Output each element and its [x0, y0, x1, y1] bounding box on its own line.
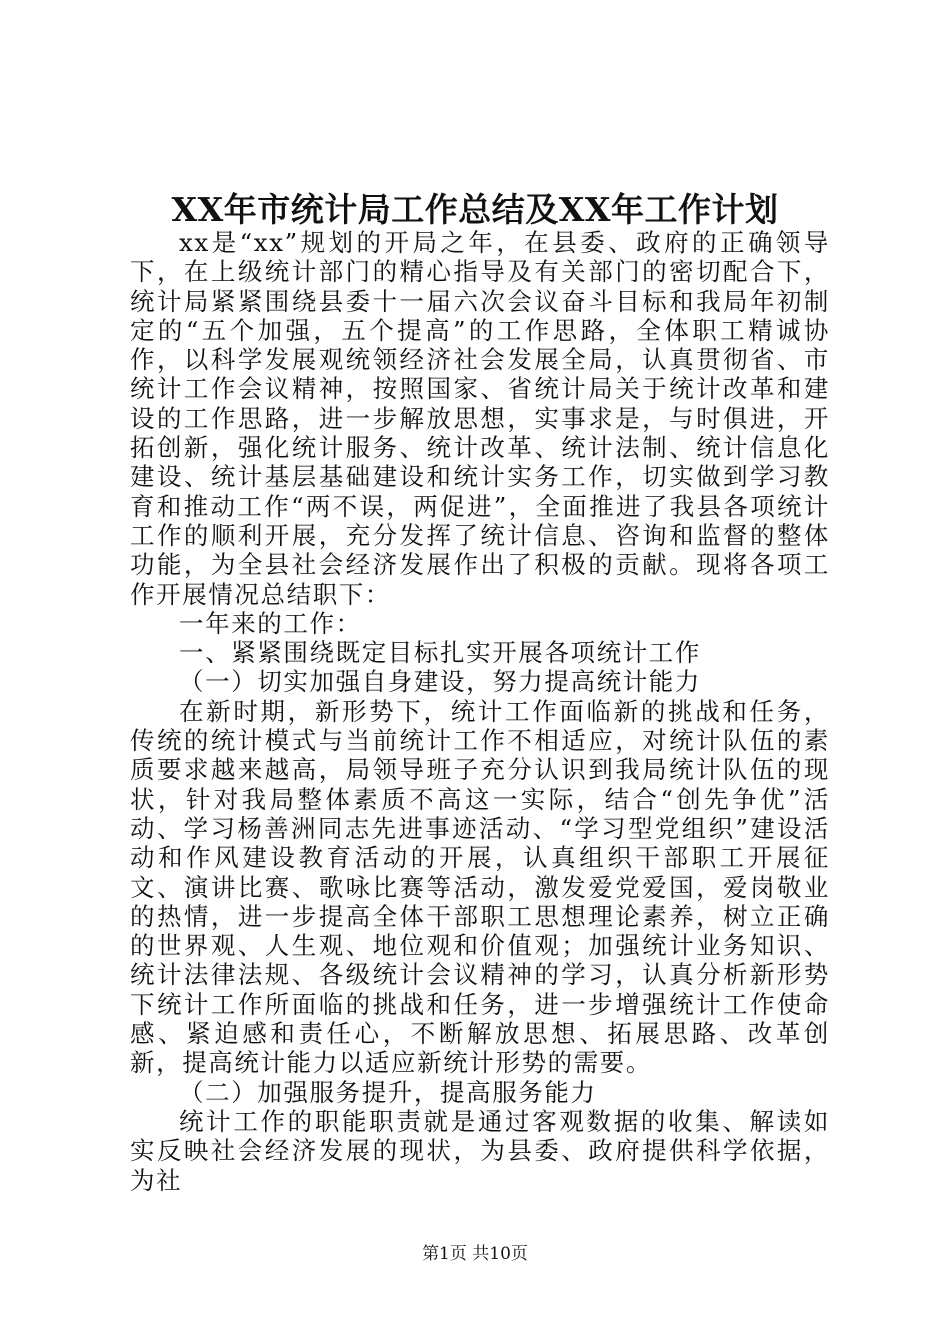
section-heading-1: 一、紧紧围绕既定目标扎实开展各项统计工作	[179, 638, 701, 668]
page-footer: 第1页 共10页	[422, 1244, 528, 1264]
subsection-heading-2: （二）加强服务提升，提高服务能力	[179, 1077, 597, 1107]
document-body	[130, 228, 830, 1195]
subsection-heading-1: （一）切实加强自身建设，努力提高统计能力	[179, 667, 701, 697]
document-title: XX年市统计局工作总结及XX年工作计划	[171, 190, 779, 229]
subsection-1-paragraph: 在新时期，新形势下，统计工作面临新的挑战和任务，传统的统计模式与当前统计工作不相适应，对统计队伍的素质要求越来越高，局领导班子充分认识到我局统计队伍的现状，针对我局整体素质不高这一实际，结合“创先争优”活动、学习杨善洲同志先进事迹活动、“学习型党组织”建设活动和作风建设教育活动的开展，认真组织干部职工开展征文、演讲比赛、歌咏比赛等活动，激发爱党爱国，爱岗敬业的热情，进一步提高全体干部职工思想理论素养，树立正确的世界观、人生观、地位观和价值观；加强统计业务知识、统计法律法规、各级统计会议精神的学习，认真分析新形势下统计工作所面临的挑战和任务，进一步增强统计工作使命感、紧迫感和责任心，不断解放思想、拓展思路、改革创新，提高统计能力以适应新统计形势的需要。	[130, 696, 830, 1078]
subsection-2-paragraph: 统计工作的职能职责就是通过客观数据的收集、解读如实反映社会经济发展的现状，为县委、政府提供科学依据，为社	[130, 1106, 830, 1195]
intro-paragraph: xx是“xx”规划的开局之年，在县委、政府的正确领导下，在上级统计部门的精心指导及有关部门的密切配合下，统计局紧紧围绕县委十一届六次会议奋斗目标和我局年初制定的“五个加强，五个提高”的工作思路，全体职工精诚协作，以科学发展观统领经济社会发展全局，认真贯彻省、市统计工作会议精神，按照国家、省统计局关于统计改革和建设的工作思路，进一步解放思想，实事求是，与时俱进，开拓创新，强化统计服务、统计改革、统计法制、统计信息化建设、统计基层基础建设和统计实务工作，切实做到学习教育和推动工作“两不误，两促进”，全面推进了我县各项统计工作的顺利开展，充分发挥了统计信息、咨询和监督的整体功能，为全县社会经济发展作出了积极的贡献。现将各项工作开展情况总结职下：	[130, 228, 830, 609]
section-intro-line: 一年来的工作：	[179, 608, 362, 638]
